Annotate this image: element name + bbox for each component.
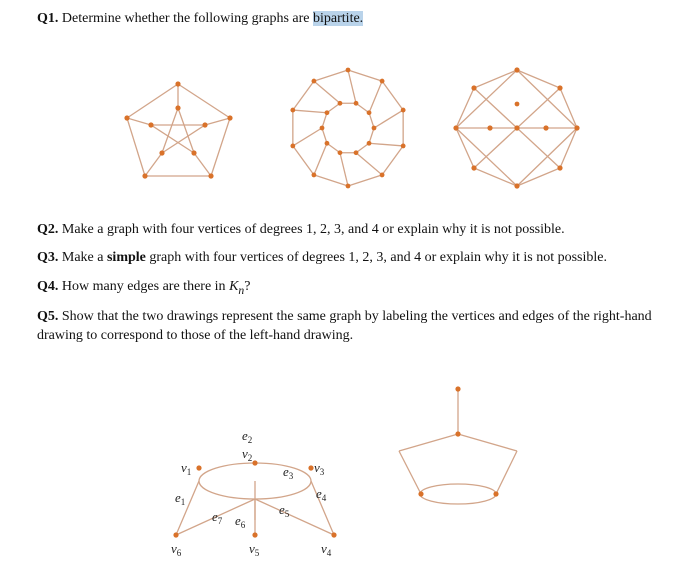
label-v3: $v_3$ bbox=[314, 460, 325, 477]
q5-number: Q5. bbox=[37, 309, 59, 324]
graph-octagon-grid bbox=[453, 67, 579, 188]
graph-ring-vertex bbox=[401, 108, 406, 113]
label-v5: $v_5$ bbox=[249, 541, 260, 558]
q4-n: n bbox=[238, 283, 245, 297]
graph-unlabeled-right bbox=[399, 386, 517, 504]
label-e1: $e_1$ bbox=[175, 490, 186, 507]
q4-k: K bbox=[229, 279, 239, 294]
label-v1: $v_1$ bbox=[181, 460, 192, 477]
graph-ring-vertex bbox=[320, 126, 325, 131]
graph-petersen bbox=[124, 81, 232, 178]
label-e6: $e_6$ bbox=[235, 513, 246, 530]
q4-number: Q4. bbox=[37, 279, 59, 294]
q3-number: Q3. bbox=[37, 250, 59, 265]
label-v2: $v_2$ bbox=[242, 446, 253, 463]
graph-ring-vertex bbox=[312, 79, 317, 84]
graph-ring-vertex bbox=[290, 144, 295, 149]
label-v6: $v_6$ bbox=[171, 541, 182, 558]
q5-text: Show that the two drawings represent the same graph by labeling the vertices and edges of the right-hand drawing to correspond to those of the left-hand drawing. bbox=[37, 309, 652, 343]
label-e5: $e_5$ bbox=[279, 502, 290, 519]
q4-post: ? bbox=[244, 279, 251, 294]
q1-text: Determine whether the following graphs are bbox=[61, 11, 310, 26]
q2-number: Q2. bbox=[37, 222, 59, 237]
q4-pre: How many edges are there in bbox=[61, 279, 226, 294]
graph-ring-vertex bbox=[338, 101, 343, 106]
graph-ring-vertex bbox=[380, 79, 385, 84]
graph-ring-vertex bbox=[290, 108, 295, 113]
q1-number: Q1. bbox=[37, 11, 59, 26]
label-v4: $v_4$ bbox=[321, 541, 332, 558]
graph-ring-vertex bbox=[325, 110, 330, 115]
graph-labeled-left bbox=[171, 428, 337, 558]
q3-pre: Make a bbox=[61, 250, 104, 265]
graph-ring-vertex bbox=[354, 101, 359, 106]
q1-highlight: bipartite. bbox=[313, 11, 364, 26]
q3-bold: simple bbox=[106, 250, 146, 265]
label-e4: $e_4$ bbox=[316, 486, 327, 503]
graph-ring-vertex bbox=[338, 150, 343, 155]
q2-text: Make a graph with four vertices of degrees 1, 2, 3, and 4 or explain why it is not possible. bbox=[61, 222, 565, 237]
graph-ring-vertex bbox=[372, 126, 377, 131]
label-e3: $e_3$ bbox=[283, 464, 294, 481]
graph-ring-vertex bbox=[312, 173, 317, 178]
label-e2: $e_2$ bbox=[242, 428, 253, 445]
graph-ring-vertex bbox=[346, 184, 351, 189]
graph-ring-vertex bbox=[346, 68, 351, 73]
graph-ring-spokes bbox=[290, 68, 405, 189]
q3-post: graph with four vertices of degrees 1, 2, 3, and 4 or explain why it is not possible. bbox=[149, 250, 607, 265]
graph-ring-vertex bbox=[367, 110, 372, 115]
label-e7: $e_7$ bbox=[212, 509, 223, 526]
graph-ring-vertex bbox=[325, 141, 330, 146]
graph-ring-vertex bbox=[354, 150, 359, 155]
graph-ring-vertex bbox=[401, 144, 406, 149]
graph-ring-vertex bbox=[367, 141, 372, 146]
graph-ring-vertex bbox=[380, 173, 385, 178]
